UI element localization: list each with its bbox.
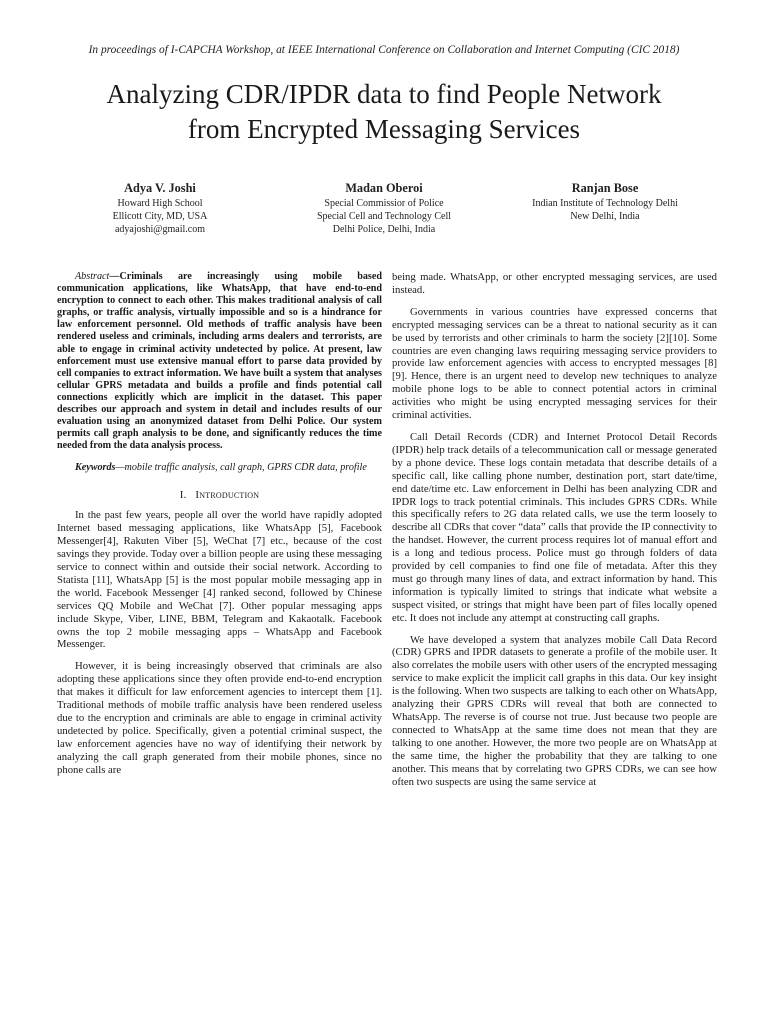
author-department: Special Cell and Technology Cell	[316, 211, 452, 223]
paper-title	[40, 77, 728, 147]
author-email: adyajoshi@gmail.com	[114, 224, 206, 236]
title-line-1: Analyzing CDR/IPDR data to find People Network	[106, 79, 662, 109]
keywords	[57, 462, 382, 474]
body-paragraph: Governments in various countries have expressed concerns that encrypted messaging services can be a threat to national security as it can be used by terrorists and other criminals to harm the society [2][10]. Some countries are even changing laws requiring messaging service providers to provide law enforcement agencies with access to encrypted messages [8][9]. Hence, there is an urgent need to develop new techniques to analyze mobile phone logs to be able to connect potential actors in criminal activities who might be using encrypted messaging services for their criminal activities.	[392, 305, 717, 422]
section-number: I.	[179, 488, 187, 501]
author-location: Ellicott City, MD, USA	[112, 211, 208, 223]
author-name: Madan Oberoi	[345, 181, 423, 195]
left-column	[57, 271, 382, 777]
author-name: Adya V. Joshi	[124, 181, 196, 195]
section-heading	[57, 489, 382, 502]
abstract	[57, 271, 382, 452]
abstract-label: Abstract	[75, 271, 110, 282]
author-affiliation: Special Commissior of Police	[324, 198, 444, 209]
author-location: Delhi Police, Delhi, India	[332, 224, 436, 236]
author-block-1	[56, 180, 264, 237]
abstract-text: —Criminals are increasingly using mobile based communication applications, like WhatsApp, that have end-to-end encryption to connect to each other. This makes traditional analysis of call graphs, or traffic analysis, virtually impossible and so is a hindrance for law enforcement personnel. Old methods of traffic analysis have been rendered useless and criminals, including arms dealers and terrorists, are able to engage in criminal activity undetected by police. At present, law enforcement must use extensive manual effort to parse data provided by cell companies to extract information. We have built a system that analyses cellular GPRS metadata and builds a profile and finds potential call connections explicitly which are implicit in the dataset. This paper describes our approach and system in detail and includes results of our evaluation using an anonymized dataset from Delhi Police. Our system permits call graph analysis to be done, and significantly reduces the time needed from the data analysis process.	[57, 271, 382, 452]
author-affiliation: Howard High School	[117, 198, 203, 209]
right-column	[392, 271, 717, 788]
keywords-label: Keywords	[75, 462, 116, 474]
body-paragraph: Call Detail Records (CDR) and Internet Protocol Detail Records (IPDR) help track details of a telecommunication call or message generated by a phone device. These logs contain metadata that describe details of a specific call, like calling phone number, destination port, start date/time, end date/time etc. Law enforcement in Delhi has been analyzing CDR and IPDR logs to track potential criminals. This includes GPRS CDRs. While this specifically refers to 2G data related calls, we use the term loosely to describe all CDRs that cover “data” calls that provide the IP connectivity to the handset. However, the current process requires lot of manual effort and is a long and tedious process. Police must go through folders of data provided by cell companies to find one file of metadata. After this they must go through many lines of data, and extract information by hand. This information is typically limited to strings that indicate what website a suspect visited, or strings that might have been part of files locally opened etc. It does not include any attempt at constructing call graphs.	[392, 430, 717, 624]
keywords-text: —mobile traffic analysis, call graph, GPRS CDR data, profile	[115, 462, 367, 474]
author-block-2	[280, 180, 488, 237]
author-block-3	[500, 180, 710, 223]
author-location: New Delhi, India	[570, 211, 640, 223]
author-affiliation: Indian Institute of Technology Delhi	[532, 198, 678, 209]
body-paragraph: We have developed a system that analyzes mobile Call Data Record (CDR) GPRS and IPDR datasets to generate a profile of the mobile user. It also correlates the mobile users with other users of the encrypted messaging service to make explicit the implicit call graphs in this data. Our key insight is the following. When two suspects are talking to each other on WhatsApp, analyzing their GPRS CDRs will reveal that both are connected to WhatsApp. The reverse is of course not true. Just because two people are connected to WhatsApp at the same time does not mean that they are talking to one another. However, the more two people are on WhatsApp at the same time, the higher the probability that they are talking to one another. This means that by correlating two GPRS CDRs, we can see how often two suspects are using the same service at	[392, 633, 717, 788]
proceedings-header: In proceedings of I-CAPCHA Workshop, at IEEE International Conference on Collaboration and Internet Computing (CIC 2018)	[88, 44, 680, 56]
body-paragraph: In the past few years, people all over the world have rapidly adopted Internet based messaging applications, like WhatsApp [5], Facebook Messenger[4], Rakuten Viber [5], WeChat [7] etc., because of the cost savings they provide. Today over a billion people are using these messaging service to connect within and outside their social network. According to Statista [11], WhatsApp [5] is the most popular mobile messaging app in the world. Facebook Messenger [4] ranked second, followed by Chinese services QQ Mobile and WeChat [7]. Other popular messaging apps include Skype, Viber, LINE, BBM, Telegram and Kakaotalk. Facebook owns the top 2 mobile messaging apps – WhatsApp and Facebook Messenger.	[57, 509, 382, 651]
section-title: Introduction	[195, 488, 260, 501]
body-paragraph: being made. WhatsApp, or other encrypted messaging services, are used instead.	[392, 271, 717, 296]
body-paragraph: However, it is being increasingly observed that criminals are also adopting these applications since they often provide end-to-end encryption that makes it difficult for law enforcement agencies to intercept them [1]. Traditional methods of mobile traffic analysis have been rendered useless due to the encryption and criminals are able to engage in criminal activity undetected by police. Specifically, given a potential criminal suspect, the law enforcement agencies have no way of identifying their network by analyzing the call graph generated from their mobile phones, since no phone calls are	[57, 660, 382, 776]
title-line-2: from Encrypted Messaging Services	[187, 114, 581, 144]
author-name: Ranjan Bose	[571, 181, 639, 195]
